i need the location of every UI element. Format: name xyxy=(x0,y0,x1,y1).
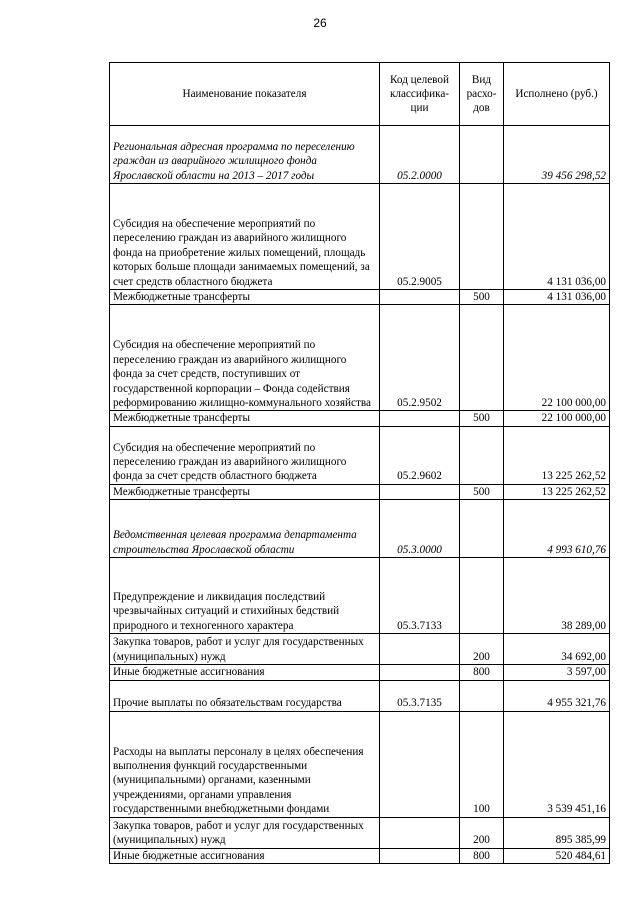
table-row xyxy=(110,634,610,665)
row-amount-cell: 22 100 000,00 xyxy=(504,411,610,426)
table-row xyxy=(110,680,610,711)
table-row xyxy=(110,426,610,484)
row-type-cell: 500 xyxy=(460,290,504,305)
table-row xyxy=(110,665,610,680)
row-amount-cell: 4 993 610,76 xyxy=(504,500,610,558)
row-type-cell: 800 xyxy=(460,665,504,680)
row-code-cell xyxy=(380,817,460,848)
header-amount: Исполнено (руб.) xyxy=(504,63,610,126)
table-row xyxy=(110,558,610,634)
row-code-cell xyxy=(380,484,460,499)
row-amount-cell: 4 131 036,00 xyxy=(504,184,610,290)
row-code-cell: 05.2.9602 xyxy=(380,426,460,484)
row-type-cell: 200 xyxy=(460,817,504,848)
row-code-cell xyxy=(380,634,460,665)
row-name-cell: Закупка товаров, работ и услуг для государственных (муниципальных) нужд xyxy=(110,817,380,848)
table-row xyxy=(110,484,610,499)
row-code-cell xyxy=(380,848,460,863)
row-type-cell xyxy=(460,558,504,634)
row-code-cell: 05.3.7135 xyxy=(380,680,460,711)
row-name-cell: Субсидия на обеспечение мероприятий по переселению граждан из аварийного жилищного фонда на приобретение жилых помещений, площадь которых больше площади занимаемых помещений, за счет средств областного бюджета xyxy=(110,184,380,290)
row-amount-cell: 3 539 451,16 xyxy=(504,711,610,817)
row-name-cell: Межбюджетные трансферты xyxy=(110,411,380,426)
row-type-cell xyxy=(460,680,504,711)
table-row xyxy=(110,184,610,290)
row-type-cell xyxy=(460,184,504,290)
row-name-cell: Межбюджетные трансферты xyxy=(110,290,380,305)
row-code-cell: 05.2.9005 xyxy=(380,184,460,290)
row-amount-cell: 34 692,00 xyxy=(504,634,610,665)
row-code-cell xyxy=(380,290,460,305)
row-code-cell xyxy=(380,665,460,680)
row-code-cell: 05.3.0000 xyxy=(380,500,460,558)
table-row xyxy=(110,305,610,411)
row-type-cell xyxy=(460,426,504,484)
row-type-cell: 500 xyxy=(460,411,504,426)
table-row xyxy=(110,411,610,426)
row-amount-cell: 3 597,00 xyxy=(504,665,610,680)
row-name-cell: Расходы на выплаты персоналу в целях обеспечения выполнения функций государственными (муниципальными) органами, казенными учреждениями, органами управления государственными внебюджетными фондами xyxy=(110,711,380,817)
row-name-cell: Иные бюджетные ассигнования xyxy=(110,848,380,863)
table-row xyxy=(110,817,610,848)
row-type-cell xyxy=(460,126,504,184)
table-header-row xyxy=(110,63,610,126)
page-number: 26 xyxy=(313,16,327,30)
row-name-cell: Иные бюджетные ассигнования xyxy=(110,665,380,680)
row-amount-cell: 13 225 262,52 xyxy=(504,426,610,484)
row-amount-cell: 895 385,99 xyxy=(504,817,610,848)
table-row xyxy=(110,290,610,305)
row-name-cell: Межбюджетные трансферты xyxy=(110,484,380,499)
row-code-cell: 05.2.9502 xyxy=(380,305,460,411)
header-name: Наименование показателя xyxy=(110,63,380,126)
row-amount-cell: 4 131 036,00 xyxy=(504,290,610,305)
row-type-cell: 800 xyxy=(460,848,504,863)
row-amount-cell: 4 955 321,76 xyxy=(504,680,610,711)
row-name-cell: Субсидия на обеспечение мероприятий по переселению граждан из аварийного жилищного фонда за счет средств, поступивших от государственной корпорации – Фонда содействия реформированию жилищно-коммунального хозяйства xyxy=(110,305,380,411)
row-type-cell xyxy=(460,305,504,411)
row-type-cell: 100 xyxy=(460,711,504,817)
row-code-cell: 05.3.7133 xyxy=(380,558,460,634)
row-amount-cell: 520 484,61 xyxy=(504,848,610,863)
row-name-cell: Прочие выплаты по обязательствам государства xyxy=(110,680,380,711)
expenditure-table xyxy=(109,62,610,864)
row-name-cell: Предупреждение и ликвидация последствий чрезвычайных ситуаций и стихийных бедствий природного и техногенного характера xyxy=(110,558,380,634)
row-type-cell: 500 xyxy=(460,484,504,499)
table-row xyxy=(110,711,610,817)
row-name-cell: Закупка товаров, работ и услуг для государственных (муниципальных) нужд xyxy=(110,634,380,665)
row-type-cell xyxy=(460,500,504,558)
row-code-cell xyxy=(380,411,460,426)
header-type: Вид расхо-дов xyxy=(460,63,504,126)
row-name-cell: Ведомственная целевая программа департамента строительства Ярославской области xyxy=(110,500,380,558)
table-row xyxy=(110,126,610,184)
row-code-cell xyxy=(380,711,460,817)
row-amount-cell: 39 456 298,52 xyxy=(504,126,610,184)
row-code-cell: 05.2.0000 xyxy=(380,126,460,184)
row-amount-cell: 13 225 262,52 xyxy=(504,484,610,499)
row-amount-cell: 22 100 000,00 xyxy=(504,305,610,411)
table-row xyxy=(110,848,610,863)
row-name-cell: Региональная адресная программа по переселению граждан из аварийного жилищного фонда Ярославской области на 2013 – 2017 годы xyxy=(110,126,380,184)
row-type-cell: 200 xyxy=(460,634,504,665)
table-row xyxy=(110,500,610,558)
header-code: Код целевой классифика-ции xyxy=(380,63,460,126)
row-amount-cell: 38 289,00 xyxy=(504,558,610,634)
row-name-cell: Субсидия на обеспечение мероприятий по переселению граждан из аварийного жилищного фонда за счет средств областного бюджета xyxy=(110,426,380,484)
